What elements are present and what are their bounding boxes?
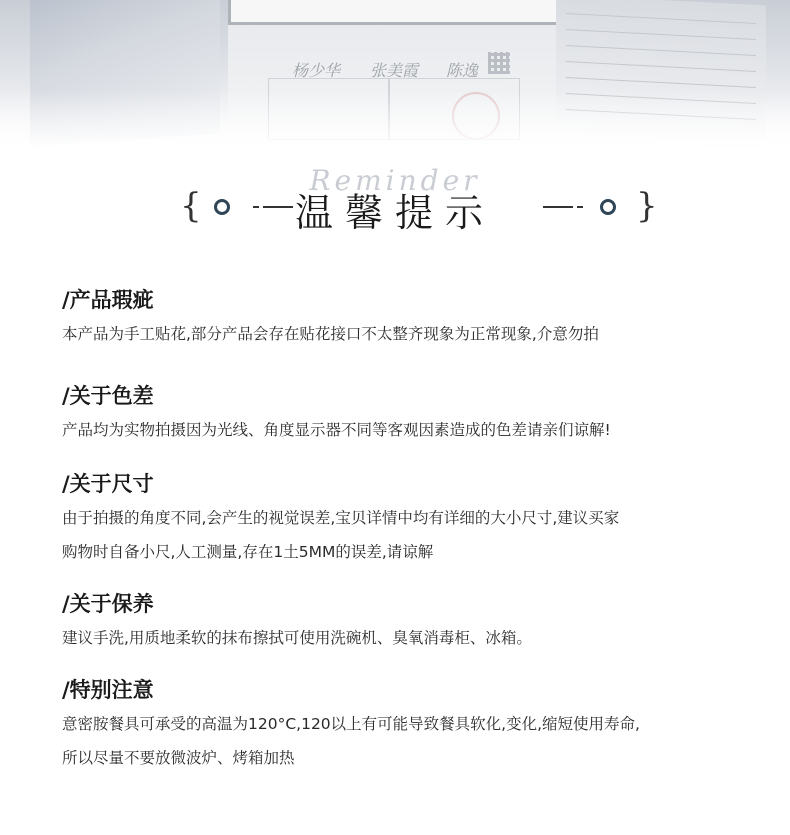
right-brace: } <box>636 186 658 226</box>
signature: 张美霞 <box>370 61 419 80</box>
qr-code-icon <box>488 52 510 74</box>
left-brace: { <box>180 186 202 226</box>
notice-section-size <box>62 470 752 568</box>
notice-section-defects <box>62 286 752 350</box>
reminder-heading <box>0 160 790 240</box>
heading-watermark: Reminder <box>309 164 481 197</box>
section-title: /特别注意 <box>62 678 154 702</box>
section-title: /关于保养 <box>62 592 154 616</box>
notice-section-attention <box>62 676 752 774</box>
notice-section-care <box>62 590 752 654</box>
certificate-frame <box>228 0 560 25</box>
section-title: /关于尺寸 <box>62 472 154 496</box>
section-text: 购物时自备小尺,人工测量,存在1土5MM的误差,请谅解 <box>62 543 434 561</box>
section-text: 由于拍摄的角度不同,会产生的视觉误差,宝贝详情中均有详细的大小尺寸,建议买家 <box>62 509 620 527</box>
section-text: 意密胺餐具可承受的高温为120°C,120以上有可能导致餐具软化,变化,缩短使用寿命, <box>62 715 640 733</box>
section-title: /关于色差 <box>62 384 154 408</box>
signature: 陈逸 <box>446 61 479 80</box>
signature: 杨少华 <box>292 61 341 80</box>
section-text: 所以尽量不要放微波炉、烤箱加热 <box>62 749 295 767</box>
section-text: 本产品为手工贴花,部分产品会存在贴花接口不太整齐现象为正常现象,介意勿拍 <box>62 325 599 343</box>
section-title: /产品瑕疵 <box>62 288 154 312</box>
divider <box>577 206 583 208</box>
section-text: 建议手洗,用质地柔软的抹布擦拭可使用洗碗机、臭氧消毒柜、冰箱。 <box>62 629 532 647</box>
certificate-banner <box>0 0 790 150</box>
page-title: 温馨提示 <box>294 191 495 235</box>
circle-dot-icon <box>600 199 616 215</box>
notice-section-color <box>62 382 752 446</box>
section-text: 产品均为实物拍摄因为光线、角度显示器不同等客观因素造成的色差请亲们谅解! <box>62 421 611 439</box>
divider <box>543 206 573 208</box>
